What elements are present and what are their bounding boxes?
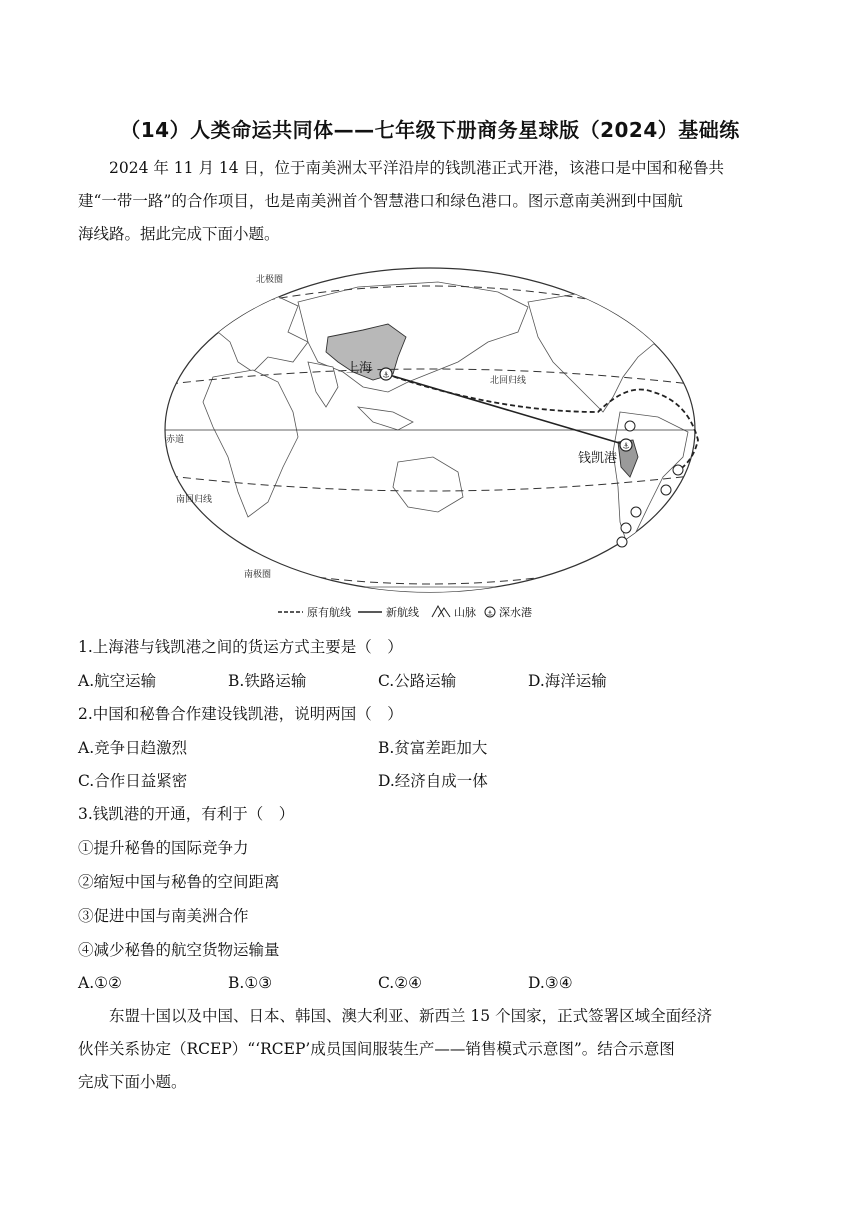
legend-deep-port: 深水港 bbox=[499, 606, 532, 619]
intro-paragraph bbox=[78, 152, 782, 251]
world-map-svg bbox=[158, 262, 708, 624]
mountain-icon bbox=[432, 606, 450, 617]
q3-option-c[interactable]: C.②④ bbox=[378, 974, 423, 992]
anchor-icon bbox=[617, 537, 627, 547]
intro-line-1: 2024 年 11 月 14 日，位于南美洲太平洋沿岸的钱凯港正式开港，该港口是中国和秘鲁共 bbox=[109, 159, 725, 177]
outro-line-3: 完成下面小题。 bbox=[78, 1073, 187, 1091]
port-shanghai bbox=[380, 368, 392, 380]
svg-text:⚓: ⚓ bbox=[382, 370, 390, 380]
q3-option-d[interactable]: D.③④ bbox=[528, 974, 573, 992]
q2-option-c[interactable]: C.合作日益紧密 bbox=[78, 772, 188, 790]
anchor-icon bbox=[673, 465, 683, 475]
antarctic-circle-label: 南极圈 bbox=[244, 570, 272, 580]
tropic-of-cancer-label: 北回归线 bbox=[490, 376, 527, 386]
anchor-icon bbox=[661, 485, 671, 495]
question-1-stem: 1.上海港与钱凯港之间的货运方式主要是（ ） bbox=[78, 638, 403, 656]
q3-option-a[interactable]: A.①② bbox=[78, 974, 122, 992]
intro-line-2: 建“一带一路”的合作项目，也是南美洲首个智慧港口和绿色港口。图示意南美洲到中国航 bbox=[78, 192, 683, 210]
world-map-figure bbox=[158, 262, 708, 624]
greenland-shape bbox=[628, 274, 678, 302]
q3-item-2: ②缩短中国与秘鲁的空间距离 bbox=[78, 873, 280, 891]
port-chancay bbox=[620, 439, 632, 451]
q3-item-3: ③促进中国与南美洲合作 bbox=[78, 907, 249, 925]
q2-option-a[interactable]: A.竞争日趋激烈 bbox=[78, 739, 188, 757]
shanghai-label: 上海 bbox=[346, 361, 373, 376]
anchor-icon bbox=[625, 421, 635, 431]
q2-option-d[interactable]: D.经济自成一体 bbox=[378, 772, 488, 790]
q1-option-d[interactable]: D.海洋运输 bbox=[528, 672, 607, 690]
svg-text:⚓: ⚓ bbox=[622, 441, 630, 451]
q1-option-a[interactable]: A.航空运输 bbox=[78, 672, 157, 690]
tropic-of-capricorn-label: 南回归线 bbox=[176, 495, 213, 505]
q3-item-1: ①提升秘鲁的国际竞争力 bbox=[78, 839, 249, 857]
legend-mountain: 山脉 bbox=[454, 606, 476, 619]
q3-option-b[interactable]: B.①③ bbox=[228, 974, 273, 992]
outro-paragraph bbox=[78, 1000, 782, 1099]
intro-line-3: 海线路。据此完成下面小题。 bbox=[78, 225, 280, 243]
page-title: （14）人类命运共同体——七年级下册商务星球版（2024）基础练 bbox=[120, 118, 740, 142]
outro-line-1: 东盟十国以及中国、日本、韩国、澳大利亚、新西兰 15 个国家，正式签署区域全面经济 bbox=[109, 1007, 713, 1025]
question-3-stem: 3.钱凯港的开通，有利于（ ） bbox=[78, 805, 295, 823]
question-2-stem: 2.中国和秘鲁合作建设钱凯港，说明两国（ ） bbox=[78, 705, 403, 723]
svg-text:⚓: ⚓ bbox=[486, 609, 494, 618]
q1-option-b[interactable]: B.铁路运输 bbox=[228, 672, 307, 690]
q2-option-b[interactable]: B.贫富差距加大 bbox=[378, 739, 488, 757]
legend-old-route: 原有航线 bbox=[307, 606, 351, 619]
chancay-label: 钱凯港 bbox=[578, 451, 618, 466]
equator-label: 赤道 bbox=[166, 435, 185, 445]
outro-line-2: 伙伴关系协定（RCEP）“‘RCEP’成员国间服装生产——销售模式示意图”。结合示意图 bbox=[78, 1040, 675, 1058]
anchor-icon bbox=[631, 507, 641, 517]
arctic-circle-label: 北极圈 bbox=[256, 275, 284, 285]
q1-option-c[interactable]: C.公路运输 bbox=[378, 672, 457, 690]
legend-new-route: 新航线 bbox=[386, 606, 419, 619]
q3-item-4: ④减少秘鲁的航空货物运输量 bbox=[78, 941, 280, 959]
anchor-icon bbox=[621, 523, 631, 533]
map-legend bbox=[278, 605, 532, 619]
